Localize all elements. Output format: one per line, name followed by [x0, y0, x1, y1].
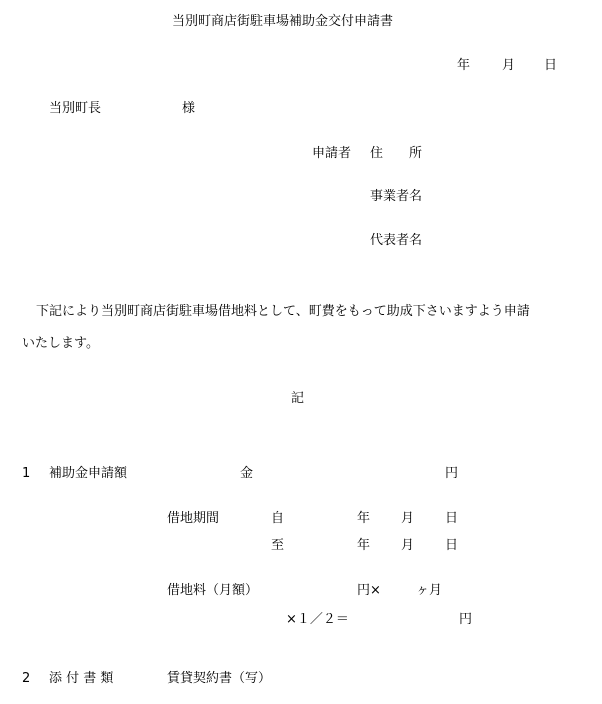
lease-from-day: 日 — [445, 511, 459, 526]
applicant-representative-label: 代表者名 — [370, 233, 423, 248]
item2-attachment: 賃貸契約書（写） — [167, 671, 272, 686]
item2-label: 添 付 書 類 — [49, 671, 114, 686]
item1-label: 補助金申請額 — [49, 466, 128, 481]
lease-to-month: 月 — [401, 538, 415, 553]
half-formula: ×１／２＝ — [286, 612, 349, 627]
date-day: 日 — [544, 58, 558, 73]
item2-number: 2 — [22, 671, 31, 686]
section-heading: 記 — [291, 391, 305, 406]
lease-from-month: 月 — [401, 511, 415, 526]
monthly-rent-yen-times: 円× — [357, 583, 381, 598]
lease-from-label: 自 — [271, 511, 285, 526]
applicant-label: 申請者 — [312, 146, 352, 161]
body-text-line2: いたします。 — [22, 336, 99, 351]
applicant-business-label: 事業者名 — [370, 189, 423, 204]
lease-period-label: 借地期間 — [167, 511, 220, 526]
lease-to-label: 至 — [271, 538, 285, 553]
lease-to-year: 年 — [357, 538, 371, 553]
applicant-address-label: 住 所 — [370, 146, 423, 161]
monthly-rent-label: 借地料（月額） — [167, 583, 259, 598]
body-text-line1: 下記により当別町商店街駐車場借地料として、町費をもって助成下さいますよう申請 — [36, 304, 530, 319]
document-title: 当別町商店街駐車場補助金交付申請書 — [172, 14, 394, 29]
result-yen: 円 — [459, 612, 473, 627]
item1-yen: 円 — [445, 466, 459, 481]
date-year: 年 — [457, 58, 471, 73]
addressee-honorific: 様 — [182, 101, 196, 116]
item1-number: 1 — [22, 466, 31, 481]
date-month: 月 — [502, 58, 516, 73]
months-suffix: ヶ月 — [416, 583, 443, 598]
addressee-name: 当別町長 — [49, 101, 102, 116]
item1-currency-prefix: 金 — [240, 466, 254, 481]
lease-from-year: 年 — [357, 511, 371, 526]
lease-to-day: 日 — [445, 538, 459, 553]
